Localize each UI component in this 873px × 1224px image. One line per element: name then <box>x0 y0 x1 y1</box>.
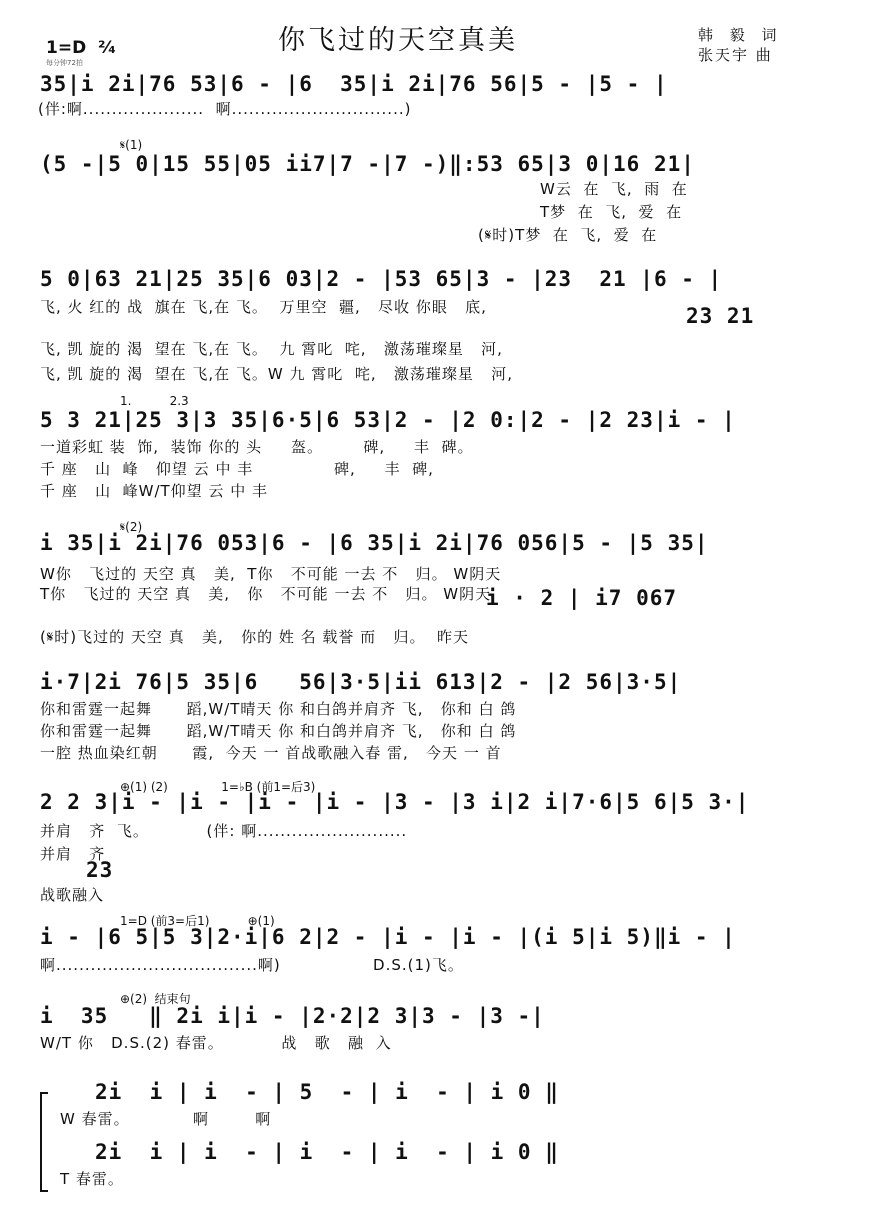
bracket-top <box>40 1092 48 1094</box>
lyric-line: 啊...................................啊) D.S.(1)飞。 <box>40 956 464 974</box>
notation-line: i·7|2i 76|5 35|6 56|3·5|ii 613|2 - |2 56|3·5| <box>40 670 682 694</box>
lyric-line: (𝄋时)飞过的 天空 真 美, 你的 姓 名 载誉 而 归。 昨天 <box>40 628 469 646</box>
section-marker: ⊕(1) (2) 1=♭B (前1=后3) <box>120 780 316 794</box>
notation-line: 2i i | i - | i - | i - | i 0 ‖ <box>95 1140 559 1164</box>
system-bracket <box>40 1092 42 1192</box>
section-marker: 𝄋(2) <box>120 520 143 534</box>
tempo-marking: 每分钟72拍 <box>46 59 83 67</box>
notation-line: i - |6 5|5 3|2·i|6 2|2 - |i - |i - |(i 5|i 5)‖i - | <box>40 925 736 949</box>
song-title: 你飞过的天空真美 <box>278 25 518 56</box>
lyric-line: 千 座 山 峰 仰望 云 中 丰 碑, 丰 碑, <box>40 460 434 478</box>
notation-line: (5 -|5 0|15 55|05 ii7|7 -|7 -)‖:53 65|3 0|16 21| <box>40 152 695 176</box>
notation-line: 5 3 21|25 3|3 35|6·5|6 53|2 - |2 0:|2 - |2 23|i - | <box>40 408 736 432</box>
lyric-line: W云 在 飞, 雨 在 <box>540 180 688 198</box>
lyric-line: W/T 你 D.S.(2) 春雷。 战 歌 融 入 <box>40 1034 392 1052</box>
lyric-line: 飞, 凯 旋的 渴 望在 飞,在 飞。 九 霄叱 咤, 激荡璀璨星 河, <box>40 340 503 358</box>
lyric-line: 飞, 火 红的 战 旗在 飞,在 飞。 万里空 疆, 尽收 你眼 底, <box>40 298 487 316</box>
key-signature: 1=D ²⁄₄ <box>46 38 116 58</box>
lyric-line: 一道彩虹 装 饰, 装饰 你的 头 盔。 碑, 丰 碑。 <box>40 438 474 456</box>
lyric-line: T梦 在 飞, 爱 在 <box>540 203 683 221</box>
composer-credit: 张天宇 曲 <box>698 46 773 64</box>
lyric-line: 飞, 凯 旋的 渴 望在 飞,在 飞。W 九 霄叱 咤, 激荡璀璨星 河, <box>40 365 513 383</box>
section-marker: ⊕(2) 结束句 <box>120 992 191 1006</box>
bracket-bottom <box>40 1190 48 1192</box>
lyric-line: 千 座 山 峰W/T仰望 云 中 丰 <box>40 482 268 500</box>
lyric-line: 你和雷霆一起舞 蹈,W/T晴天 你 和白鸽并肩齐 飞, 你和 白 鸽 <box>40 700 517 718</box>
alternate-notes: 23 <box>86 858 114 882</box>
section-marker: 1=D (前3=后1) ⊕(1) <box>120 914 275 928</box>
lyric-line: 一腔 热血染红朝 霞, 今天 一 首战歌融入春 雷, 今天 一 首 <box>40 744 502 762</box>
notation-line: i 35|i 2i|76 053|6 - |6 35|i 2i|76 056|5 - |5 35| <box>40 531 709 555</box>
section-marker: 1. 2.3 <box>120 394 189 408</box>
notation-line: 2i i | i - | 5 - | i - | i 0 ‖ <box>95 1080 559 1104</box>
lyric-line: 你和雷霆一起舞 蹈,W/T晴天 你 和白鸽并肩齐 飞, 你和 白 鸽 <box>40 722 517 740</box>
alternate-notes: 23 21 <box>686 304 755 328</box>
lyric-line: 并肩 齐 飞。 (伴: 啊.......................... <box>40 822 408 840</box>
lyric-line: 并肩 齐 <box>40 845 106 863</box>
notation-line: 2 2 3|i - |i - |i - |i - |3 - |3 i|2 i|7·6|5 6|5 3·| <box>40 790 750 814</box>
lyric-line: W 春雷。 啊 啊 <box>60 1110 272 1128</box>
lyric-line: T你 飞过的 天空 真 美, 你 不可能 一去 不 归。 W阴天 <box>40 585 492 603</box>
notation-line: 35|i 2i|76 53|6 - |6 35|i 2i|76 56|5 - |5 - | <box>40 72 668 96</box>
lyric-line: (伴:啊..................... 啊..............................) <box>38 100 412 118</box>
lyricist-credit: 韩 毅 词 <box>698 26 783 44</box>
notation-line: 5 0|63 21|25 35|6 03|2 - |53 65|3 - |23 21 |6 - | <box>40 267 723 291</box>
section-marker: 𝄋(1) <box>120 138 143 152</box>
alternate-notes: i · 2 | i7 067 <box>486 586 678 610</box>
notation-line: i 35 ‖ 2i i|i - |2·2|2 3|3 - |3 -| <box>40 1004 545 1028</box>
lyric-line: W你 飞过的 天空 真 美, T你 不可能 一去 不 归。 W阴天 <box>40 565 502 583</box>
alternate-lyric: 战歌融入 <box>40 886 105 904</box>
lyric-line: (𝄋时)T梦 在 飞, 爱 在 <box>478 226 658 244</box>
lyric-line: T 春雷。 <box>60 1170 124 1188</box>
